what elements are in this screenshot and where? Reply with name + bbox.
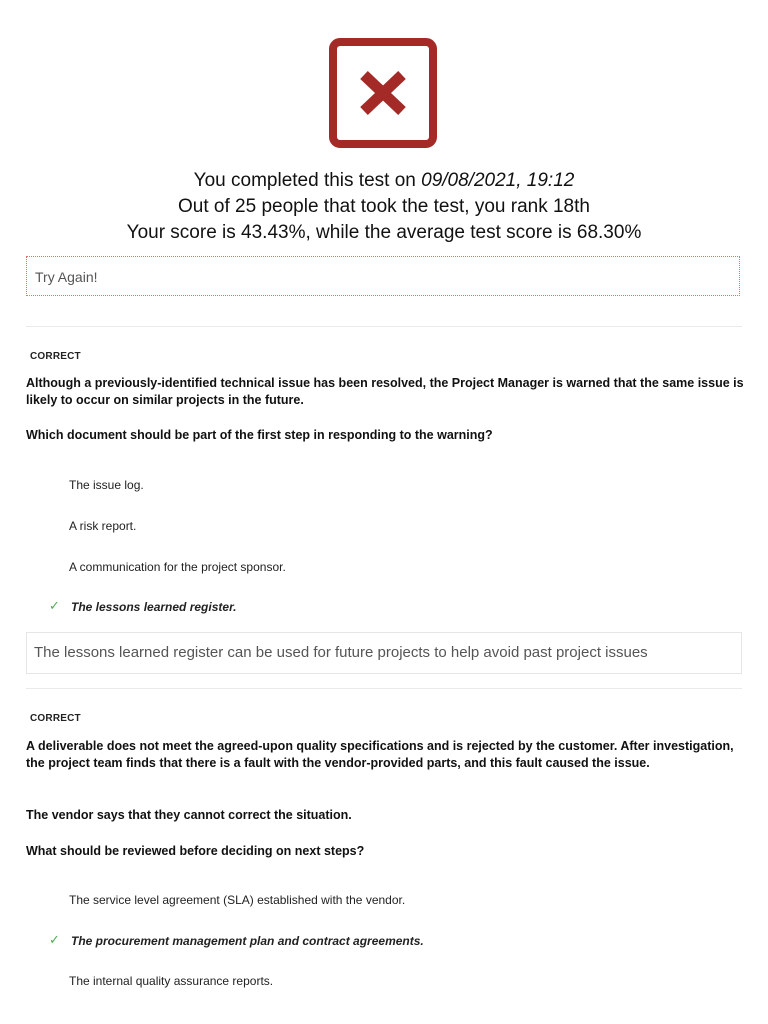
answer-option[interactable]: A communication for the project sponsor. bbox=[69, 560, 286, 574]
question-status: CORRECT bbox=[30, 713, 81, 724]
question-text: Although a previously-identified technical issue has been resolved, the Project Manager is warned that the same issue is likely to occur on similar projects in the future. bbox=[26, 376, 744, 407]
completed-date: 09/08/2021, 19:12 bbox=[421, 170, 575, 191]
answer-option[interactable]: The service level agreement (SLA) established with the vendor. bbox=[69, 893, 406, 907]
question-text: The vendor says that they cannot correct the situation. bbox=[26, 808, 352, 822]
answer-option-correct[interactable]: The lessons learned register. bbox=[71, 600, 237, 614]
answer-option[interactable]: The issue log. bbox=[69, 478, 144, 492]
question-prompt: What should be reviewed before deciding on next steps? bbox=[26, 844, 365, 858]
answer-option[interactable]: A risk report. bbox=[69, 519, 137, 533]
answer-option-correct[interactable]: The procurement management plan and contract agreements. bbox=[71, 934, 424, 948]
rank-line: Out of 25 people that took the test, you rank 18th bbox=[178, 196, 590, 217]
check-icon: ✓ bbox=[49, 598, 60, 613]
divider bbox=[26, 326, 742, 327]
question-text: A deliverable does not meet the agreed-upon quality specifications and is rejected by the customer. After investigation, the project team finds that there is a fault with the vendor-provided parts, and this fault caused the issue. bbox=[26, 739, 734, 770]
try-again-message: Try Again! bbox=[26, 256, 740, 296]
check-icon: ✓ bbox=[49, 932, 60, 947]
result-summary bbox=[0, 168, 768, 246]
question-status: CORRECT bbox=[30, 351, 81, 362]
score-line: Your score is 43.43%, while the average test score is 68.30% bbox=[126, 222, 642, 243]
answer-option[interactable]: The internal quality assurance reports. bbox=[69, 974, 274, 988]
question-prompt: Which document should be part of the first step in responding to the warning? bbox=[26, 428, 493, 442]
close-icon bbox=[329, 38, 437, 148]
completed-line: You completed this test on 09/08/2021, 19:12 bbox=[193, 170, 575, 191]
answer-explanation: The lessons learned register can be used for future projects to help avoid past project issues bbox=[26, 632, 742, 674]
divider bbox=[26, 688, 742, 689]
